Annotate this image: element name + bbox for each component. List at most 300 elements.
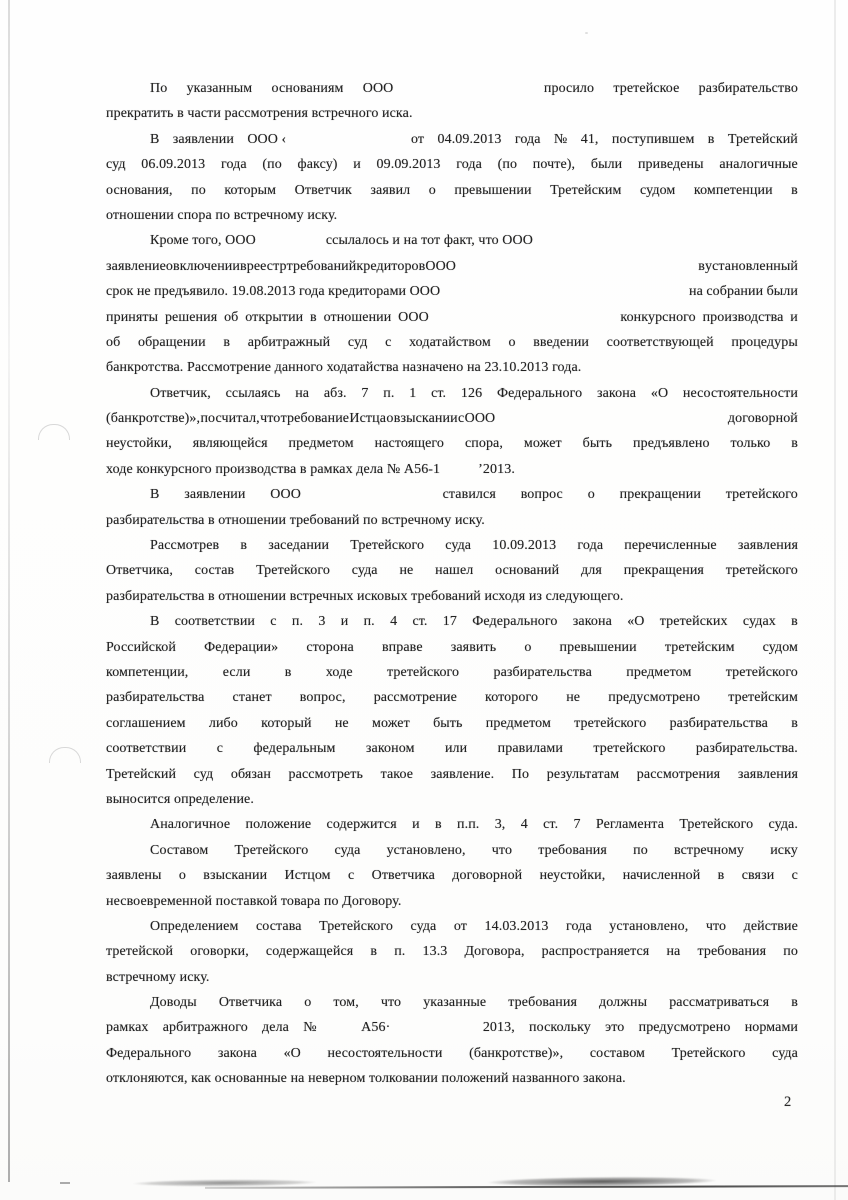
word: в [717,868,725,884]
word: Третейского [234,842,309,858]
word: заявления [737,766,798,782]
text-line [106,1015,798,1040]
word: третейским [664,639,735,655]
word: федеральным [253,741,336,757]
word: предъявило. [154,284,229,300]
word: суда [410,918,437,934]
text-run: несвоевременной поставкой товара по Договору. [106,893,402,909]
redaction-gap [456,266,698,267]
word: с [458,411,465,427]
word: посчитал, [200,411,260,427]
word: в [707,131,715,147]
word: о [524,639,532,655]
word: оснований [495,563,560,579]
page-number: 2 [784,1094,792,1110]
word: Истца [349,411,387,427]
word: Федерального [106,1045,192,1061]
text-run: выносится определение. [106,791,254,807]
word: встречному [673,842,745,858]
text-run: ходе конкурсного производства в рамках дела № А56-1 [106,461,441,477]
word: иску [770,842,798,858]
text-run: прекратить в части рассмотрения встречного иска. [106,106,413,122]
redaction-gap [331,1028,347,1029]
redaction-gap [405,1028,469,1029]
word: превышении [559,639,637,655]
word: 4 [520,817,528,833]
word: требование [280,411,350,427]
redaction-gap [444,291,686,292]
text-line [106,76,798,101]
text-line [106,558,798,583]
word: ООО [362,81,394,96]
word: (по [497,157,518,173]
word: о [304,995,312,1011]
word: 10.09.2013 [492,538,557,554]
text-line [106,889,798,914]
word: третейского [725,664,798,680]
word: 3 [318,614,326,630]
word: в [791,995,798,1011]
word: вопрос, [299,690,346,706]
word: неустойки, [539,868,606,884]
word: п. [383,385,395,401]
word: 126 [460,385,483,401]
text-line [106,127,798,152]
text-line [106,584,798,609]
punch-hole-mark [49,747,81,763]
word: перечисленные [624,538,717,554]
word: Третейского [319,918,393,934]
word: вопрос [520,487,563,503]
word: быть [433,715,463,731]
word: 7 [361,385,369,401]
text-line [106,279,798,304]
page-right-edge-shadow [834,0,836,1200]
text-line [106,838,798,863]
word: суд [193,766,214,782]
text-run: банкротства. Рассмотрение данного ходатайства назначено на 23.10.2013 года. [106,360,582,376]
word: может [523,436,562,452]
word: требований [286,258,357,274]
word: если [222,664,251,680]
word: производства [702,309,784,325]
word: взыскании [393,411,458,427]
word: суда [351,563,378,579]
word: основаниям [271,81,344,96]
word: арбитражного [162,1020,248,1036]
word: Аналогичное [150,817,231,833]
word: Регламента [595,817,665,833]
word: которого [485,690,539,706]
redaction-gap [436,317,614,318]
word: содержащейся [265,944,354,960]
word: третейского [593,741,666,757]
word: должны [599,995,648,1011]
word: кредиторов [356,258,426,274]
word: что [260,411,281,427]
word: заявление [106,258,166,274]
word: третейским [728,690,798,706]
word: положение [245,817,312,833]
word: 06.09.2013 [141,157,206,173]
word: собрании [706,284,764,300]
word: включении [173,258,240,274]
word: такое [380,766,414,782]
word: года [566,918,592,934]
word: распространяется [541,944,650,960]
word: компетенции, [106,664,189,680]
word: дела [262,1020,289,1036]
word: третейского [725,563,798,579]
word: № [303,1020,317,1036]
word: ст. [412,614,428,630]
word: обращении [137,334,206,350]
word: В [150,131,160,147]
word: предметом [626,664,692,680]
word: Ответчик [294,182,352,198]
word: суда [334,842,361,858]
redaction-gap [256,243,326,244]
word: ходатайством [409,334,491,350]
text-run: Кроме того, ООО [150,233,256,249]
word: 13.3 [422,944,448,960]
word: не [566,690,581,706]
word: прекращения [623,563,704,579]
word: ООО [409,284,441,300]
word: связи [741,868,775,884]
word: суда. [768,817,798,833]
word: о [508,334,516,350]
text-line [106,685,798,710]
word: рассмотрения [636,766,721,782]
word: суда [772,1045,798,1061]
word: 19.08.2013 [231,284,296,300]
word: несостоятельности [327,1045,443,1061]
word: факсу) [297,157,338,173]
text-line [106,254,798,279]
word: и [340,614,349,630]
word: Рассмотрев [150,538,220,554]
word: аналогичные [719,157,798,173]
word: третейских [659,614,728,630]
word: содержится [326,817,397,833]
redaction-gap [326,494,418,495]
word: Российской [106,639,176,655]
word: 17 [442,614,457,630]
word: может [371,715,410,731]
word: о [178,868,186,884]
word: Федерации» [204,639,279,655]
word: суд [347,334,368,350]
word: предметом [485,715,551,731]
word: либо [208,715,238,731]
word: Ответчика, [106,563,173,579]
word: в [223,334,231,350]
word: рассмотреть [288,766,363,782]
text-line [106,533,798,558]
word: Третейского [350,538,425,554]
word: 4 [390,614,398,630]
word: п.п. [457,817,480,833]
word: о [587,487,595,503]
text-run: разбирательства в отношении встречных исковых требований исходя из следующего. [106,588,624,604]
text-line [106,482,798,507]
word: состав [194,563,235,579]
word: предметом [288,436,354,452]
word: на [689,284,703,300]
word: ООО [425,258,456,274]
word: п. [394,944,406,960]
word: прекращении [619,487,701,503]
text-run: ’2013. [478,461,515,477]
word: предъявлено [633,436,710,452]
word: ставился [442,487,496,503]
word: третейского [574,715,647,731]
word: с [347,868,355,884]
word: года [514,131,541,147]
word: рассматриваться [669,995,770,1011]
word: ООО [464,411,496,427]
word: рамках [106,1020,149,1036]
word: введении [533,334,590,350]
word: года [577,538,604,554]
word: Федерального [496,385,583,401]
text-line [106,1066,798,1091]
word: неустойки, [106,436,172,452]
word: судах [742,614,776,630]
word: и [412,817,420,833]
word: разбирательства [669,715,768,731]
text-line [106,431,798,456]
word: (банкротстве)», [469,1045,564,1061]
word: от [453,918,468,934]
word: вправе [381,639,423,655]
text-line [106,990,798,1015]
word: 04.09.2013 [437,131,502,147]
word: оговорки, [190,944,249,960]
word: том, [333,995,359,1011]
word: были [766,284,798,300]
text-line [106,178,798,203]
word: поскольку [529,1020,591,1036]
word: и [353,157,361,173]
punch-hole-mark [38,424,70,440]
word: договорной [727,411,798,427]
word: срок [106,284,134,300]
word: ООО [398,309,429,325]
word: Третейский [727,131,798,147]
word: заявления [737,538,798,554]
word: установлено, [609,918,689,934]
word: настоящего [374,436,445,452]
text-line [106,305,798,330]
word: Федерального [472,614,558,630]
text-line [106,863,798,888]
text-line [106,152,798,177]
word: года [456,157,482,173]
word: заявить [450,639,497,655]
word: предусмотрено [608,690,701,706]
word: что [705,918,727,934]
word: заседании [268,538,330,554]
word: заявлении [172,131,234,147]
word: заявление. [430,766,495,782]
word: (банкротстве)», [106,411,201,427]
word: отношении [323,309,392,325]
word: на [666,944,681,960]
word: указанным [186,81,253,96]
word: В [150,487,160,503]
word: с [216,741,224,757]
word: Ответчика [218,995,283,1011]
word: разбирательства. [695,741,798,757]
word: превышении [454,182,532,198]
word: 3, [494,817,506,833]
scan-speck [585,32,588,34]
word: в [370,944,378,960]
word: разбирательства [493,664,592,680]
word: от [411,131,425,147]
word: не [136,284,151,300]
text-run: отклоняются, как основанные на неверном толковании положений названного закона. [106,1071,626,1087]
word: 14.03.2013 [484,918,549,934]
scan-smudge-line [205,1185,848,1188]
word: просило [543,81,595,96]
word: Третейского [679,817,754,833]
word: Определением [150,918,239,934]
text-line [106,736,798,761]
text-line [106,228,798,253]
word: 7 [573,817,581,833]
word: ст. [431,385,447,401]
word: 1 [409,385,417,401]
word: что [380,995,402,1011]
word: закона [596,385,637,401]
word: который [261,715,312,731]
word: открытии [245,309,304,325]
word: заявлены [106,868,162,884]
word: (по [262,157,282,173]
text-line [106,635,798,660]
word: с [791,868,798,884]
text-line [106,965,798,990]
text-line [106,406,798,431]
word: почте), [532,157,576,173]
word: в [240,538,248,554]
word: суда [445,538,472,554]
page-left-edge-shadow [8,0,10,1182]
word: результатам [546,766,620,782]
word: конкурсного [620,309,696,325]
word: «О [627,614,645,630]
word: по [633,842,648,858]
word: и [790,309,798,325]
redaction-gap [496,418,728,419]
word: третейской [106,944,174,960]
text-run: встречному иску. [106,969,210,985]
word: с [270,614,277,630]
text-line [106,355,798,380]
word: третейское [613,81,680,96]
redaction-gap [413,88,525,89]
word: ООО ‹ [247,131,287,147]
word: в [240,258,247,274]
word: о [165,258,174,274]
word: года [220,157,247,173]
word: рассмотрение [373,690,457,706]
word: не [399,563,414,579]
word: п. [291,614,304,630]
word: абз. [323,385,347,401]
text-line [106,457,798,482]
word: года [298,284,325,300]
word: ст. [543,817,559,833]
word: судом [762,639,798,655]
word: несостоятельности [682,385,798,401]
text-line [106,711,798,736]
word: процедуры [731,334,798,350]
word: разбирательство [698,81,798,96]
word: приняты [106,309,159,325]
word: поступившем [611,131,695,147]
word: Истцом [284,868,331,884]
word: В [150,614,160,630]
word: или [444,741,468,757]
word: быть [582,436,613,452]
text-line [106,203,798,228]
word: Третейским [550,182,622,198]
word: что [491,842,513,858]
word: это [605,1020,625,1036]
word: действие [743,918,798,934]
word: составом [589,1045,646,1061]
word: По [150,81,168,96]
word: об [106,334,121,350]
word: установленный [704,258,798,274]
word: приведены [637,157,704,173]
word: соглашением [106,715,186,731]
word: заявил [370,182,411,198]
word: заявлении [184,487,246,503]
word: по [783,944,798,960]
text-line [106,1041,798,1066]
word: договорной [452,868,523,884]
word: арбитражный [247,334,331,350]
word: состава [255,918,302,934]
word: взыскании [203,868,268,884]
word: Договора, [464,944,525,960]
word: в [791,715,798,731]
word: в [310,309,317,325]
word: спора, [464,436,503,452]
word: нормами [744,1020,798,1036]
word: в [791,436,798,452]
word: закона [572,614,612,630]
word: 2013, [482,1020,515,1036]
word: разбирательства [106,690,205,706]
text-run: ссылалось и на тот факт, что ООО [325,233,533,249]
word: решения [164,309,218,325]
text-line [106,660,798,685]
word: п. [363,614,375,630]
word: № [553,131,568,147]
word: По [511,766,530,782]
document-body [106,76,798,1092]
scan-smudge [60,1182,70,1184]
word: являющейся [192,436,268,452]
word: «О [650,385,669,401]
word: 09.09.2013 [376,157,441,173]
